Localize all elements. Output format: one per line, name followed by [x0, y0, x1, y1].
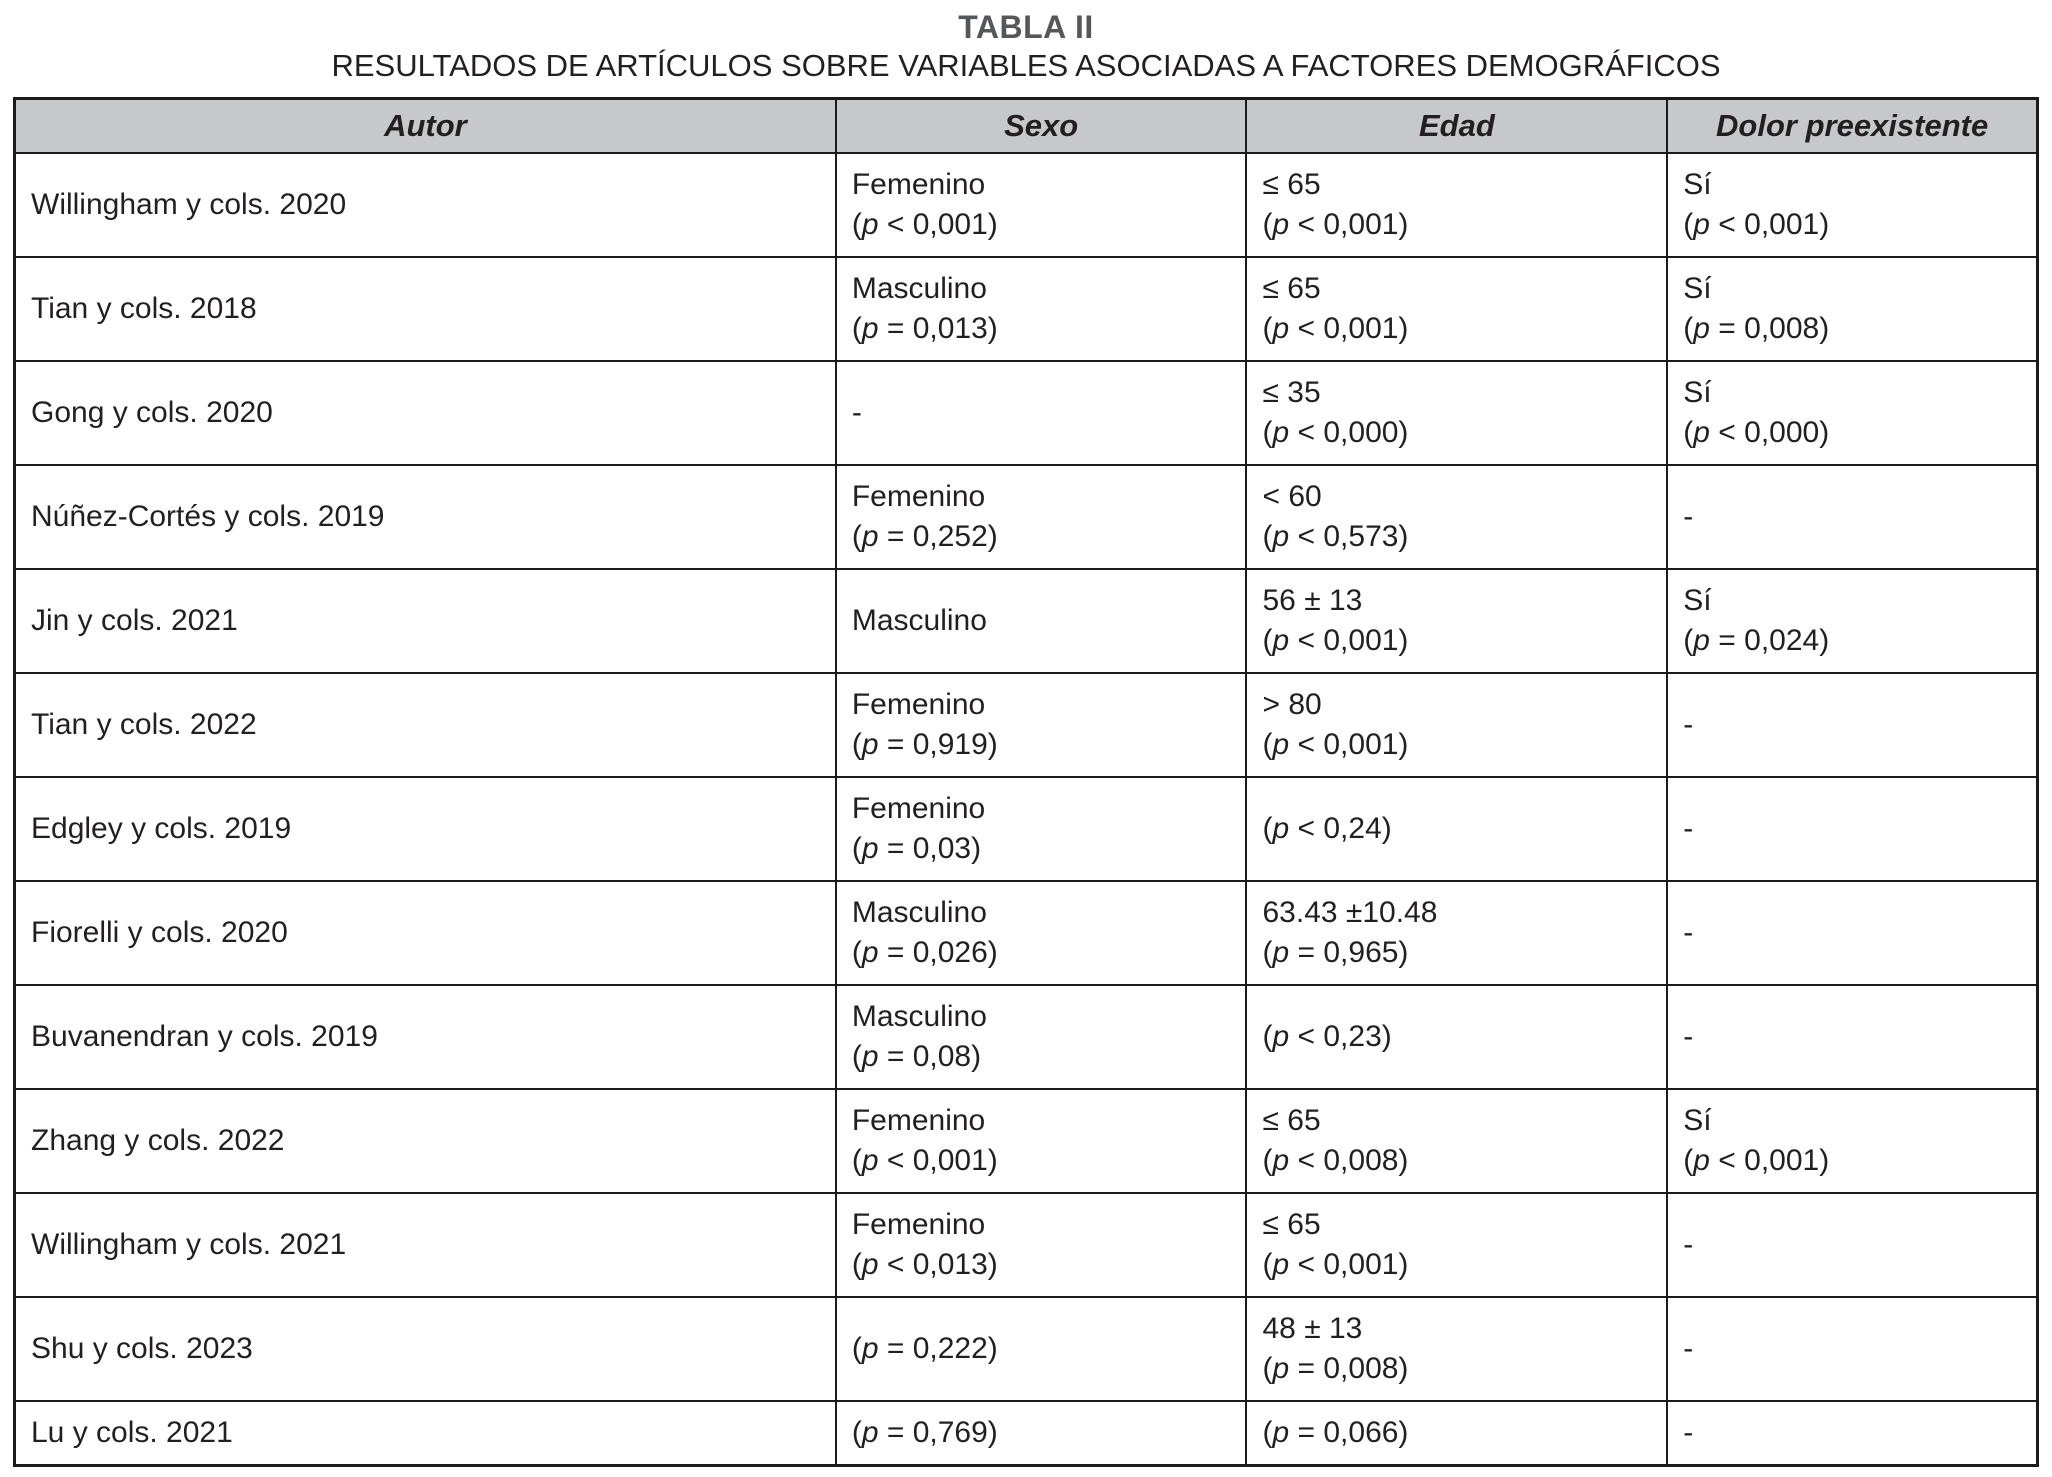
- cell-autor: [15, 673, 836, 777]
- cell-line: (p < 0,000): [1262, 416, 1409, 449]
- cell-line: Femenino: [851, 792, 986, 825]
- cell-line: Edgley y cols. 2019: [31, 812, 292, 845]
- table-row: [15, 257, 2038, 361]
- cell-line: Femenino: [851, 1104, 986, 1137]
- cell-line: -: [1683, 708, 1694, 741]
- cell-line: Sí: [1683, 584, 1712, 617]
- cell-sexo: [836, 1297, 1247, 1401]
- cell-edad: [1246, 1193, 1667, 1297]
- cell-line: (p < 0,008): [1262, 1144, 1409, 1177]
- table-row: [15, 1401, 2038, 1466]
- table-row: [15, 1297, 2038, 1401]
- cell-line: Willingham y cols. 2021: [31, 1228, 347, 1261]
- cell-line: Sí: [1683, 168, 1712, 201]
- cell-edad: [1246, 1401, 1667, 1466]
- cell-sexo: [836, 777, 1247, 881]
- cell-line: ≤ 65: [1262, 272, 1321, 305]
- cell-line: (p = 0,08): [851, 1040, 982, 1073]
- cell-edad: [1246, 777, 1667, 881]
- cell-autor: [15, 881, 836, 985]
- cell-edad: [1246, 361, 1667, 465]
- cell-line: ≤ 35: [1262, 376, 1321, 409]
- cell-dolor: [1667, 569, 2037, 673]
- table-row: [15, 777, 2038, 881]
- cell-edad: [1246, 257, 1667, 361]
- cell-line: Gong y cols. 2020: [31, 396, 273, 429]
- cell-line: Femenino: [851, 480, 986, 513]
- cell-line: (p = 0,013): [851, 312, 998, 345]
- header-row: [15, 99, 2038, 154]
- cell-autor: [15, 153, 836, 257]
- cell-sexo: [836, 465, 1247, 569]
- table-row: [15, 569, 2038, 673]
- cell-edad: [1246, 465, 1667, 569]
- cell-line: (p = 0,024): [1683, 624, 1830, 657]
- table-row: [15, 673, 2038, 777]
- cell-line: Lu y cols. 2021: [31, 1416, 233, 1449]
- cell-line: Fiorelli y cols. 2020: [31, 916, 288, 949]
- cell-edad: [1246, 673, 1667, 777]
- cell-line: (p = 0,919): [851, 728, 998, 761]
- cell-line: ≤ 65: [1262, 168, 1321, 201]
- cell-dolor: [1667, 257, 2037, 361]
- cell-line: (p < 0,013): [851, 1248, 998, 1281]
- cell-dolor: [1667, 361, 2037, 465]
- cell-dolor: [1667, 673, 2037, 777]
- cell-line: (p = 0,008): [1683, 312, 1830, 345]
- cell-line: (p < 0,001): [1262, 312, 1409, 345]
- cell-autor: [15, 985, 836, 1089]
- cell-line: Sí: [1683, 376, 1712, 409]
- cell-line: Masculino: [851, 604, 987, 637]
- cell-line: (p < 0,001): [1262, 624, 1409, 657]
- cell-line: (p < 0,24): [1262, 812, 1392, 845]
- cell-autor: [15, 1297, 836, 1401]
- cell-line: Sí: [1683, 272, 1712, 305]
- cell-sexo: [836, 881, 1247, 985]
- cell-line: (p < 0,000): [1683, 416, 1830, 449]
- cell-sexo: [836, 257, 1247, 361]
- cell-line: (p < 0,001): [1262, 728, 1409, 761]
- table-row: [15, 1193, 2038, 1297]
- cell-edad: [1246, 1297, 1667, 1401]
- cell-autor: [15, 1193, 836, 1297]
- cell-autor: [15, 1401, 836, 1466]
- cell-dolor: [1667, 465, 2037, 569]
- cell-line: < 60: [1262, 480, 1322, 513]
- cell-dolor: [1667, 1297, 2037, 1401]
- table-row: [15, 361, 2038, 465]
- cell-edad: [1246, 1089, 1667, 1193]
- cell-sexo: [836, 153, 1247, 257]
- cell-line: 48 ± 13: [1262, 1312, 1363, 1345]
- cell-line: (p < 0,573): [1262, 520, 1409, 553]
- table-title: TABLA II: [958, 9, 1094, 45]
- cell-line: -: [851, 396, 862, 429]
- cell-line: 63.43 ±10.48: [1262, 896, 1438, 929]
- cell-line: Shu y cols. 2023: [31, 1332, 253, 1365]
- table-subtitle: RESULTADOS DE ARTÍCULOS SOBRE VARIABLES ASOCIADAS A FACTORES DEMOGRÁFICOS: [331, 48, 1721, 83]
- table-row: [15, 1089, 2038, 1193]
- cell-dolor: [1667, 1089, 2037, 1193]
- cell-line: ≤ 65: [1262, 1208, 1321, 1241]
- cell-line: Jin y cols. 2021: [31, 604, 238, 637]
- cell-sexo: [836, 361, 1247, 465]
- cell-autor: [15, 257, 836, 361]
- cell-line: (p < 0,001): [1262, 1248, 1409, 1281]
- cell-edad: [1246, 569, 1667, 673]
- cell-autor: [15, 1089, 836, 1193]
- cell-line: (p < 0,23): [1262, 1020, 1392, 1053]
- column-header-autor: Autor: [15, 99, 836, 154]
- cell-edad: [1246, 153, 1667, 257]
- column-header-edad: Edad: [1246, 99, 1667, 154]
- cell-line: Tian y cols. 2018: [31, 292, 257, 325]
- cell-line: (p = 0,066): [1262, 1416, 1409, 1449]
- cell-line: -: [1683, 500, 1694, 533]
- table-header: [15, 99, 2038, 154]
- cell-line: (p = 0,769): [851, 1416, 998, 1449]
- cell-line: Núñez-Cortés y cols. 2019: [31, 500, 385, 533]
- column-header-sexo: Sexo: [836, 99, 1247, 154]
- cell-line: -: [1683, 1416, 1694, 1449]
- cell-line: -: [1683, 1228, 1694, 1261]
- cell-edad: [1246, 881, 1667, 985]
- cell-line: ≤ 65: [1262, 1104, 1321, 1137]
- cell-line: (p = 0,026): [851, 936, 998, 969]
- cell-line: Masculino: [851, 1000, 987, 1033]
- cell-line: Willingham y cols. 2020: [31, 188, 347, 221]
- cell-line: Femenino: [851, 1208, 986, 1241]
- cell-line: 56 ± 13: [1262, 584, 1363, 617]
- cell-line: (p = 0,008): [1262, 1352, 1409, 1385]
- cell-autor: [15, 465, 836, 569]
- cell-line: > 80: [1262, 688, 1322, 721]
- cell-sexo: [836, 1401, 1247, 1466]
- cell-line: -: [1683, 916, 1694, 949]
- cell-line: -: [1683, 1020, 1694, 1053]
- table-row: [15, 881, 2038, 985]
- cell-dolor: [1667, 153, 2037, 257]
- cell-line: -: [1683, 1332, 1694, 1365]
- table-body: [15, 153, 2038, 1466]
- cell-autor: [15, 777, 836, 881]
- cell-autor: [15, 361, 836, 465]
- cell-line: (p = 0,252): [851, 520, 998, 553]
- cell-line: Femenino: [851, 168, 986, 201]
- cell-line: (p = 0,965): [1262, 936, 1409, 969]
- cell-line: (p = 0,222): [851, 1332, 998, 1365]
- cell-line: Masculino: [851, 272, 987, 305]
- cell-line: (p < 0,001): [851, 1144, 998, 1177]
- cell-sexo: [836, 1089, 1247, 1193]
- column-header-dolor: Dolor preexistente: [1667, 99, 2037, 154]
- cell-line: Sí: [1683, 1104, 1712, 1137]
- cell-sexo: [836, 1193, 1247, 1297]
- cell-edad: [1246, 985, 1667, 1089]
- cell-line: Zhang y cols. 2022: [31, 1124, 285, 1157]
- cell-sexo: [836, 673, 1247, 777]
- cell-line: Femenino: [851, 688, 986, 721]
- cell-line: (p < 0,001): [851, 208, 998, 241]
- table-row: [15, 465, 2038, 569]
- cell-line: (p = 0,03): [851, 832, 982, 865]
- cell-line: (p < 0,001): [1683, 1144, 1830, 1177]
- cell-dolor: [1667, 1401, 2037, 1466]
- table-row: [15, 153, 2038, 257]
- cell-dolor: [1667, 1193, 2037, 1297]
- table-row: [15, 985, 2038, 1089]
- cell-sexo: [836, 569, 1247, 673]
- cell-autor: [15, 569, 836, 673]
- cell-line: Buvanendran y cols. 2019: [31, 1020, 378, 1053]
- demographics-results-table: [13, 97, 2039, 1467]
- cell-line: Masculino: [851, 896, 987, 929]
- cell-line: (p < 0,001): [1683, 208, 1830, 241]
- cell-line: (p < 0,001): [1262, 208, 1409, 241]
- cell-line: -: [1683, 812, 1694, 845]
- cell-sexo: [836, 985, 1247, 1089]
- cell-dolor: [1667, 985, 2037, 1089]
- cell-dolor: [1667, 777, 2037, 881]
- cell-dolor: [1667, 881, 2037, 985]
- cell-line: Tian y cols. 2022: [31, 708, 257, 741]
